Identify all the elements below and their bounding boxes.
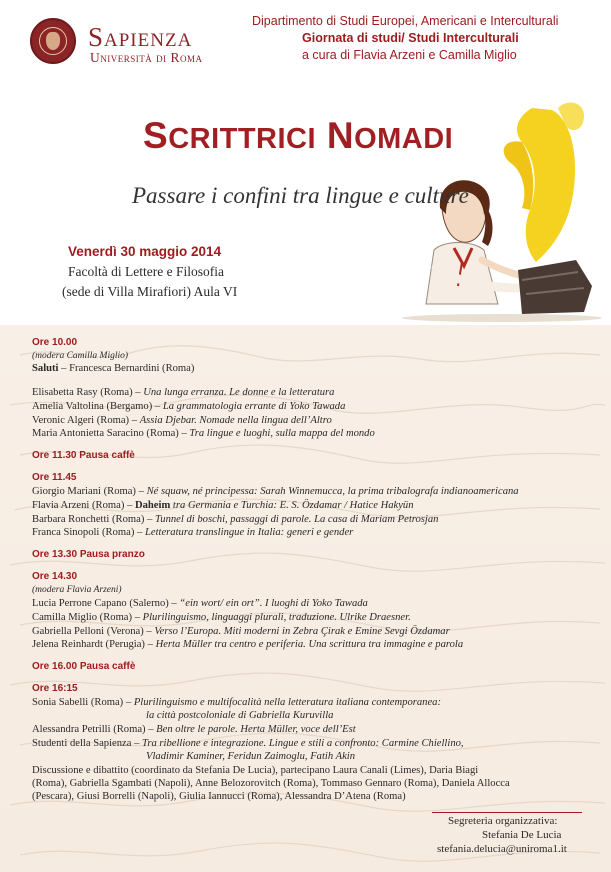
curators: a cura di Flavia Arzeni e Camilla Miglio — [302, 48, 517, 62]
poster-subtitle: Passare i confini tra lingue e culture — [132, 183, 469, 208]
talk-line: Franca Sinopoli (Roma) – Letteratura translingue in Italia: generi e gender — [32, 527, 354, 538]
break-3: Ore 16.00 Pausa caffè — [32, 661, 136, 672]
session-4-time: Ore 16:15 — [32, 683, 78, 694]
secretariat-label: Segreteria organizzativa: — [448, 815, 558, 827]
talk-line: Camilla Miglio (Roma) – Plurilinguismo, linguaggi plurali, traduzione. Ulrike Draesner. — [32, 612, 411, 623]
talk-line: Alessandra Petrilli (Roma) – Ben oltre le parole. Herta Müller, voce dell’Est — [32, 724, 356, 735]
session-1-moderator: (modera Camilla Miglio) — [32, 351, 129, 361]
venue-line-2: (sede di Villa Mirafiori) Aula VI — [62, 284, 238, 299]
talk-line: Gabriella Pelloni (Verona) – Verso l’Europa. Miti moderni in Zebra Çirak e Emine Sevgi Özdamar — [32, 626, 450, 637]
university-subtitle: Università di Roma — [90, 50, 203, 65]
talk-line: Sonia Sabelli (Roma) – Plurilinguismo e multifocalità nella letteratura italiana contemporanea: — [32, 697, 442, 708]
secretariat-email[interactable]: stefania.delucia@uniroma1.it — [437, 843, 567, 855]
talk-line: Flavia Arzeni (Roma) – Daheim tra Germania e Turchia: E. S. Özdamar / Hatice Hakyün — [32, 500, 414, 511]
session-3-moderator: (modera Flavia Arzeni) — [32, 585, 122, 595]
poster-title: SCRITTRICI NOMADI — [143, 115, 454, 156]
footer-divider — [432, 812, 582, 813]
venue-line-1: Facoltà di Lettere e Filosofia — [68, 264, 224, 279]
discussion-line: (Roma), Gabriella Sgambati (Napoli), Anne Belozorovitch (Roma), Tommaso Gennaro (Roma), Daniela Allocca — [32, 778, 510, 789]
discussion-line: (Pescara), Giusi Borrelli (Napoli), Giulia Iannucci (Roma), Alessandra D’Atena (Roma) — [32, 791, 406, 802]
talk-line: Maria Antonietta Saracino (Roma) – Tra lingue e luoghi, sulla mappa del mondo — [32, 428, 375, 439]
saluti-line: Saluti – Francesca Bernardini (Roma) — [32, 363, 195, 374]
event-date: Venerdì 30 maggio 2014 — [68, 244, 222, 259]
discussion-line: Discussione e dibattito (coordinato da Stefania De Lucia), partecipano Laura Canali (Limes), Daria Biagi — [32, 765, 479, 776]
department-name: Dipartimento di Studi Europei, Americani e Interculturali — [252, 14, 559, 28]
talk-line-continued: Vladimir Kaminer, Feridun Zaimoglu, Fatih Akin — [146, 751, 356, 762]
talk-line: Veronic Algeri (Roma) – Assia Djebar. Nomade nella lingua dell’Altro — [32, 415, 332, 426]
session-3-time: Ore 14.30 — [32, 571, 78, 582]
talk-line: Studenti della Sapienza – Tra ribellione e integrazione. Lingue e stili a confronto: Carmine Chiellino, — [32, 738, 464, 749]
university-name: Sapienza — [88, 22, 193, 52]
session-2-time: Ore 11.45 — [32, 472, 77, 483]
talk-line: Barbara Ronchetti (Roma) – Tunnel di boschi, passaggi di parole. La casa di Mariam Petrosjan — [32, 514, 439, 525]
break-1: Ore 11.30 Pausa caffè — [32, 450, 135, 461]
talk-line: Jelena Reinhardt (Perugia) – Herta Müller tra centro e periferia. Una scrittura tra immagine e parola — [32, 639, 464, 650]
event-type: Giornata di studi/ Studi Interculturali — [302, 31, 519, 45]
talk-line: Amelia Valtolina (Bergamo) – La grammatologia errante di Yoko Tawada — [32, 401, 346, 412]
secretariat-name: Stefania De Lucia — [482, 829, 562, 841]
session-1-time: Ore 10.00 — [32, 337, 78, 348]
talk-line: Elisabetta Rasy (Roma) – Una lunga erranza. Le donne e la letteratura — [32, 387, 335, 398]
talk-line: Lucia Perrone Capano (Salerno) – “ein wort/ ein ort”. I luoghi di Yoko Tawada — [32, 598, 368, 609]
break-2: Ore 13.30 Pausa pranzo — [32, 549, 145, 560]
sapienza-seal-logo — [30, 18, 76, 64]
talk-line-continued: la città postcoloniale di Gabriella Kuruvilla — [146, 710, 334, 721]
talk-line: Giorgio Mariani (Roma) – Né squaw, né principessa: Sarah Winnemucca, la prima tribalografa indianoamericana — [32, 486, 519, 497]
